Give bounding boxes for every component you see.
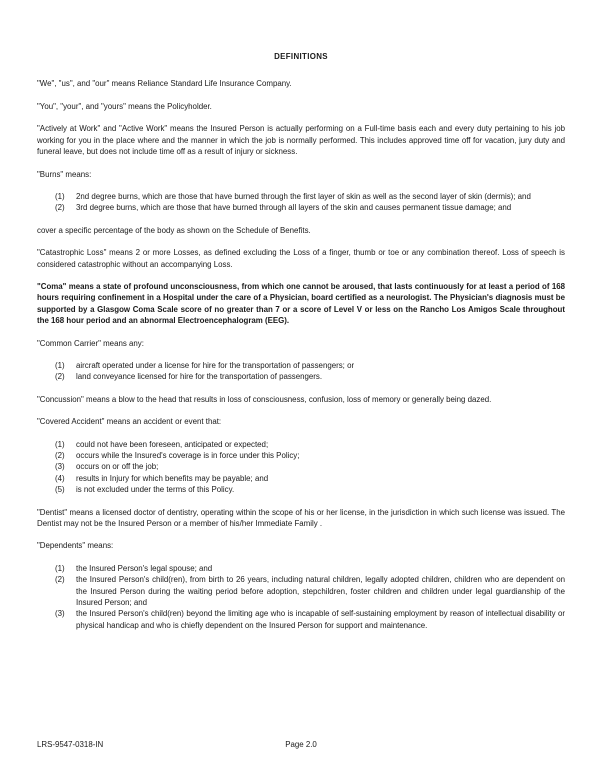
- dependents-list: [37, 563, 565, 631]
- list-item-text: the Insured Person's child(ren), from birth to 26 years, including natural children, legally adopted children, children who are dependent on the Insured Person during the waiting period before adoption, stepchildren, foster children and children under legal guardianship of the Insured Person; and: [76, 575, 565, 608]
- definition-dentist: "Dentist" means a licensed doctor of dentistry, operating within the scope of his or her license, in the jurisdiction in which such license was issued. The Dentist may not be the Insured Person or a member of his/her Immediate Family .: [37, 507, 565, 529]
- definition-you-your-yours: "You", "your", and "yours" means the Policyholder.: [37, 101, 212, 111]
- list-marker: (1): [55, 360, 65, 370]
- common-carrier-list: [37, 360, 565, 383]
- definition-covered-accident-lead: "Covered Accident" means an accident or event that:: [37, 417, 222, 427]
- definition-actively-at-work: "Actively at Work" and "Active Work" means the Insured Person is actually performing on a Full-time basis each and every duty pertaining to his job working for you in the place where and the manner in which the job is normally performed. This includes approved time off for vacation, jury duty and funeral leave, but does not include time off as a result of injury or sickness.: [37, 124, 565, 157]
- page-footer: [37, 739, 565, 751]
- definition-coma: "Coma" means a state of profound unconsciousness, from which one cannot be aroused, that lasts continuously for at least a period of 168 hours requiring confinement in a Hospital under the care of a Physician, board certified as a neurologist. The Physician's diagnosis must be supported by a Glasgow Coma Scale score of no greater than 7 or a score of Level V or less on the Rancho Los Amigos Scale throughout the 168 hour period and an abnormal Electroencephalogram (EEG).: [37, 281, 565, 326]
- list-marker: (1): [55, 439, 65, 449]
- definition-burns-lead: "Burns" means:: [37, 169, 92, 179]
- list-item: [37, 202, 565, 213]
- list-item: [37, 608, 565, 631]
- list-marker: (5): [55, 485, 65, 495]
- definition-catastrophic-loss: "Catastrophic Loss" means 2 or more Losses, as defined excluding the Loss of a finger, thumb or toe or any combination thereof. Loss of speech is considered catastrophic without an accompanying Loss.: [37, 248, 565, 269]
- document-body: [37, 52, 565, 642]
- list-item: [37, 439, 565, 450]
- definition-concussion: "Concussion" means a blow to the head that results in loss of consciousness, confusion, loss of memory or generally being dazed.: [37, 394, 492, 404]
- list-marker: (1): [55, 563, 65, 573]
- list-item: [37, 450, 565, 461]
- list-marker: (2): [55, 575, 65, 585]
- list-marker: (3): [55, 462, 65, 472]
- list-marker: (2): [55, 372, 65, 382]
- list-item: [37, 473, 565, 484]
- burns-closing: cover a specific percentage of the body as shown on the Schedule of Benefits.: [37, 225, 311, 235]
- list-marker: (2): [55, 203, 65, 213]
- definition-common-carrier-lead: "Common Carrier" means any:: [37, 338, 144, 348]
- list-item-text: is not excluded under the terms of this Policy.: [76, 485, 235, 495]
- page-title: DEFINITIONS: [274, 52, 328, 61]
- list-item: [37, 360, 565, 371]
- list-item: [37, 371, 565, 382]
- list-marker: (1): [55, 191, 65, 201]
- list-item: [37, 574, 565, 608]
- list-item-text: the Insured Person's child(ren) beyond the limiting age who is incapable of self-sustaining employment by reason of intellectual disability or physical handicap and who is chiefly dependent on the Insured Person for support and maintenance.: [76, 609, 565, 630]
- burns-list: [37, 191, 565, 214]
- definition-we-us-our: "We", "us", and "our" means Reliance Standard Life Insurance Company.: [37, 79, 292, 89]
- list-marker: (4): [55, 473, 65, 483]
- list-item: [37, 563, 565, 574]
- list-item: [37, 191, 565, 202]
- form-number: LRS-9547-0318-IN: [37, 740, 104, 749]
- definition-dependents-lead: "Dependents" means:: [37, 541, 114, 551]
- list-marker: (3): [55, 609, 65, 619]
- list-item-text: 2nd degree burns, which are those that have burned through the first layer of skin as well as the second layer of skin (dermis); and: [76, 191, 531, 201]
- list-item-text: aircraft operated under a license for hire for the transportation of passengers; or: [76, 360, 355, 370]
- list-item-text: could not have been foreseen, anticipated or expected;: [76, 439, 269, 449]
- list-marker: (2): [55, 451, 65, 461]
- list-item-text: the Insured Person's legal spouse; and: [76, 563, 213, 573]
- page-number: Page 2.0: [285, 740, 317, 749]
- list-item-text: results in Injury for which benefits may be payable; and: [76, 473, 269, 483]
- list-item-text: 3rd degree burns, which are those that have burned through all layers of the skin and causes permanent tissue damage; and: [76, 203, 512, 213]
- list-item: [37, 461, 565, 472]
- covered-accident-list: [37, 439, 565, 496]
- list-item-text: occurs while the Insured's coverage is in force under this Policy;: [76, 451, 300, 461]
- list-item: [37, 484, 565, 495]
- list-item-text: land conveyance licensed for hire for the transportation of passengers.: [76, 372, 323, 382]
- list-item-text: occurs on or off the job;: [76, 462, 159, 472]
